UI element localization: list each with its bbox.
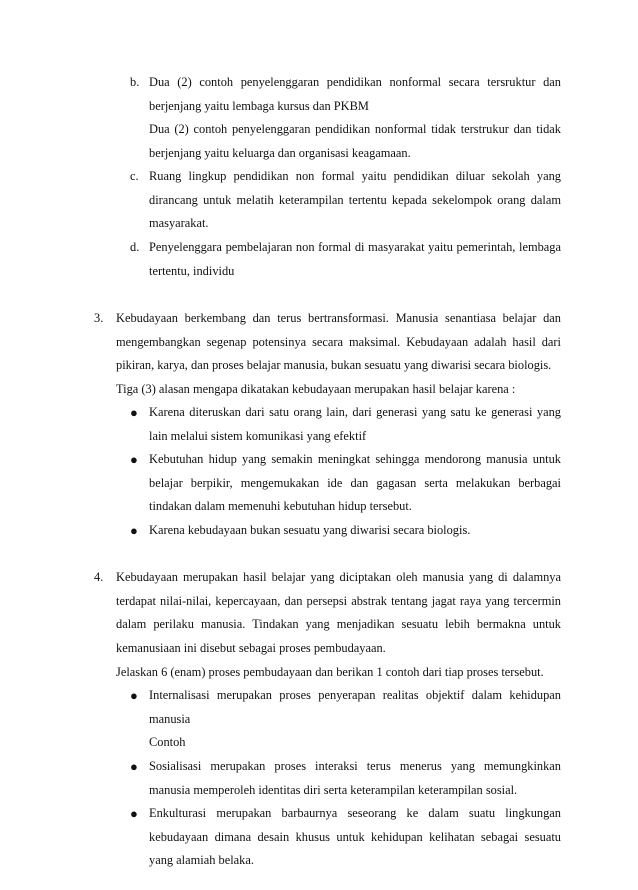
item-4-contoh-label: Contoh <box>149 735 186 749</box>
sub-item-c-marker: c. <box>130 169 139 183</box>
item-4-bullet-2: Sosialisasi merupakan proses interaksi terus menerus yang memungkinkan manusia memperoleh identitas diri serta keterampilan keterampilan sosial. <box>149 759 561 797</box>
sub-item-b-text-2: Dua (2) contoh penyelenggaran pendidikan nonformal tidak terstrukur dan tidak berjenjang yaitu keluarga dan organisasi keagamaan. <box>149 122 561 160</box>
item-3-bullet-1: Karena diteruskan dari satu orang lain, dari generasi yang satu ke generasi yang lain melalui sistem komunikasi yang efektif <box>149 405 561 443</box>
item-4-bullet-1: Internalisasi merupakan proses penyerapan realitas objektif dalam kehidupan manusia <box>149 688 561 726</box>
item-3-bullet-3: Karena kebudayaan bukan sesuatu yang diwarisi secara biologis. <box>149 523 471 537</box>
bullet-dot: ● <box>130 806 138 821</box>
bullet-dot: ● <box>130 523 138 538</box>
item-4-marker: 4. <box>94 570 104 584</box>
bullet-dot: ● <box>130 405 138 420</box>
item-3-bullet-2: Kebutuhan hidup yang semakin meningkat sehingga mendorong manusia untuk belajar berpikir, mengemukakan ide dan gagasan serta melakukan berbagai tindakan dalam memenuhi kebutuhan hidup tersebut. <box>149 452 561 514</box>
sub-item-d-text: Penyelenggara pembelajaran non formal di masyarakat yaitu pemerintah, lembaga tertentu, individu <box>149 240 561 278</box>
item-4-paragraph: Kebudayaan merupakan hasil belajar yang diciptakan oleh manusia yang di dalamnya terdapat nilai-nilai, kepercayaan, dan persepsi abstrak tentang jagat raya yang tercermin dalam perilaku manusia. Tindakan yang menjadikan sesuatu lebih bermakna untuk kemanusiaan ini disebut sebagai proses pembudayaan. <box>116 570 561 655</box>
item-3-marker: 3. <box>94 311 104 325</box>
item-4-question: Jelaskan 6 (enam) proses pembudayaan dan berikan 1 contoh dari tiap proses tersebut. <box>116 665 544 679</box>
item-4-bullet-3: Enkulturasi merupakan barbaurnya seseorang ke dalam suatu lingkungan kebudayaan dimana desain khusus untuk kehidupan kelihatan sebagai sesuatu yang alamiah belaka. <box>149 806 561 868</box>
item-3-question: Tiga (3) alasan mengapa dikatakan kebudayaan merupakan hasil belajar karena : <box>116 382 516 396</box>
bullet-dot: ● <box>130 688 138 703</box>
sub-item-d-marker: d. <box>130 240 140 254</box>
bullet-dot: ● <box>130 452 138 467</box>
sub-item-c-text: Ruang lingkup pendidikan non formal yaitu pendidikan diluar sekolah yang dirancang untuk melatih keterampilan tertentu kepada sekelompok orang dalam masyarakat. <box>149 169 561 231</box>
sub-item-b-text-1: Dua (2) contoh penyelenggaran pendidikan nonformal secara tersruktur dan berjenjang yaitu lembaga kursus dan PKBM <box>149 75 561 113</box>
sub-item-b-marker: b. <box>130 75 140 89</box>
bullet-dot: ● <box>130 759 138 774</box>
item-3-paragraph: Kebudayaan berkembang dan terus bertransformasi. Manusia senantiasa belajar dan mengembangkan segenap potensinya secara maksimal. Kebudayaan adalah hasil dari pikiran, karya, dan proses belajar manusia, bukan sesuatu yang diwarisi secara biologis. <box>116 311 561 373</box>
